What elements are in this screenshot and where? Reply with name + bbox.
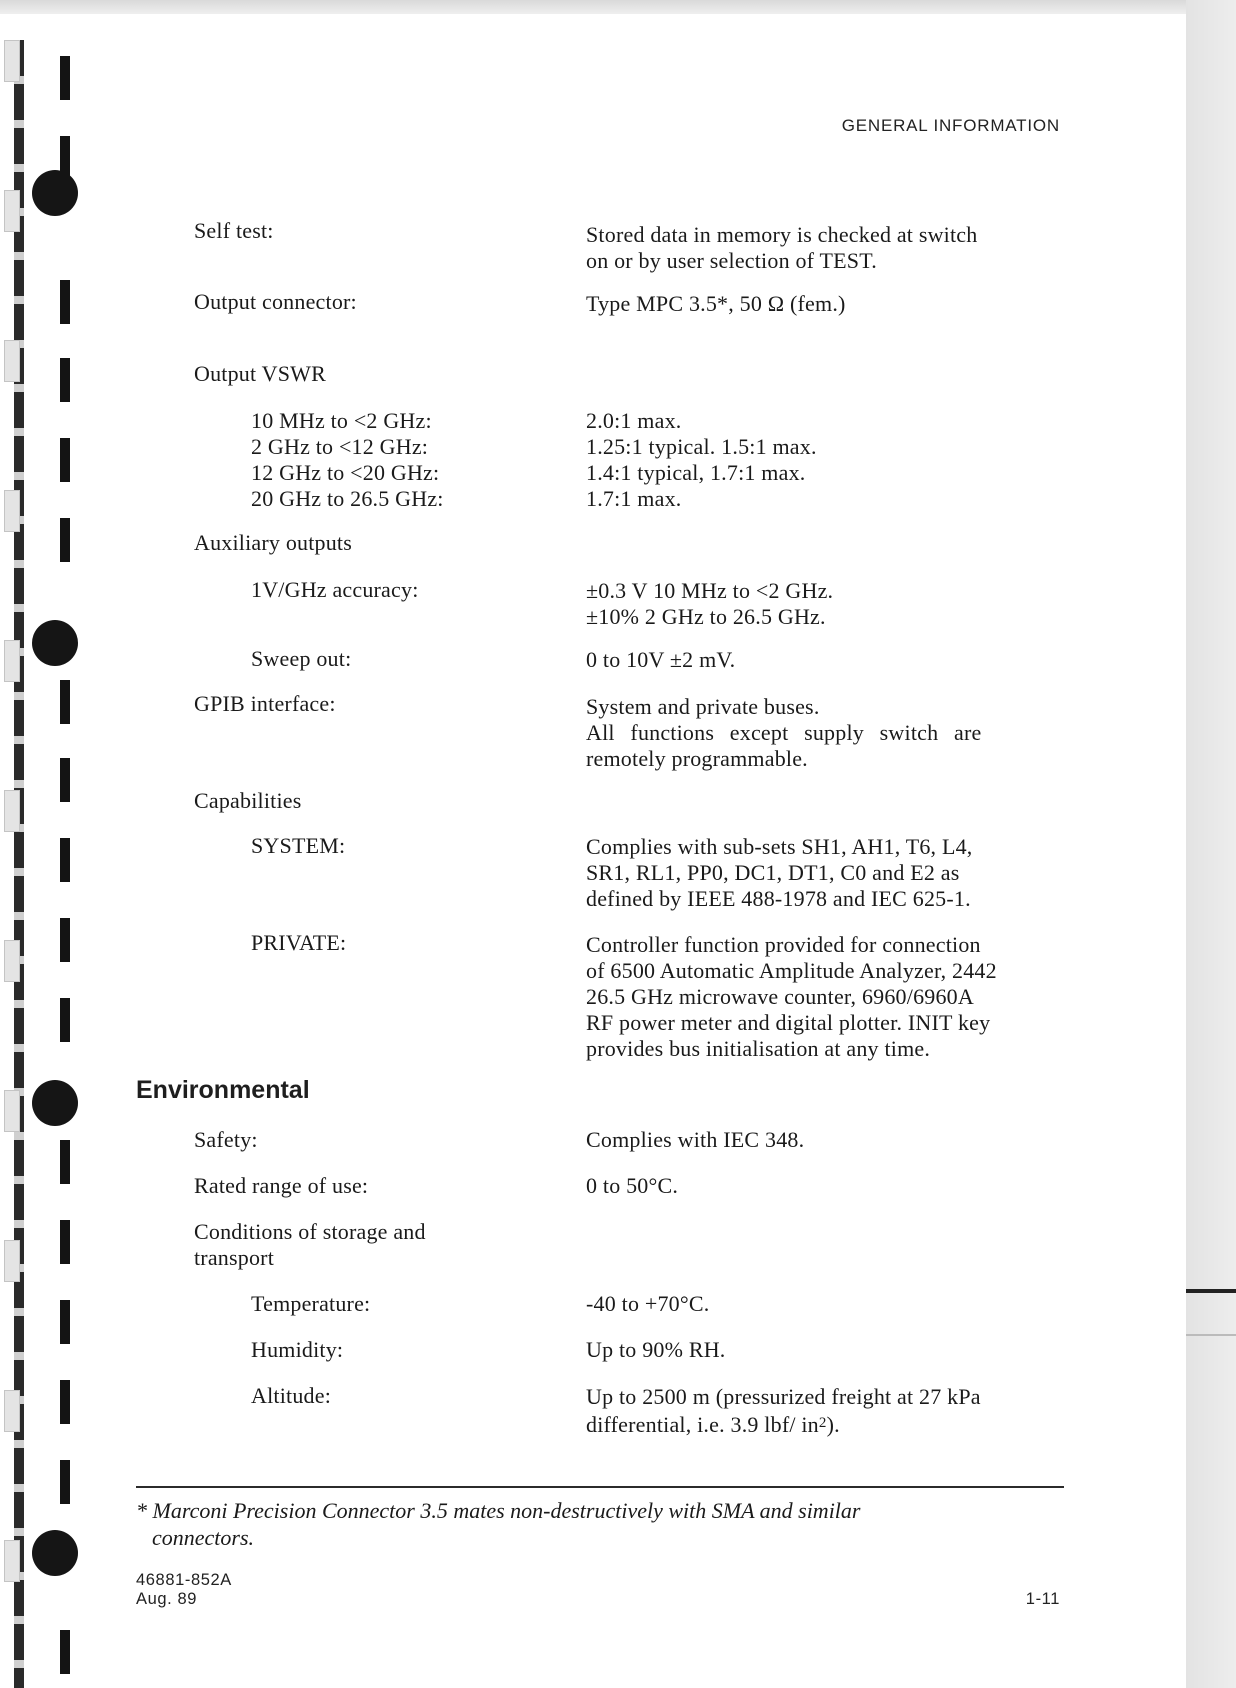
binding-tab: [4, 790, 20, 832]
spec-value-line: 1.25:1 typical. 1.5:1 max.: [586, 434, 817, 459]
spec-value-line: ±0.3 V 10 MHz to <2 GHz.: [586, 578, 834, 603]
doc-date: Aug. 89: [136, 1590, 198, 1608]
scan-top-edge: [0, 0, 1236, 14]
punch-hole: [60, 518, 70, 562]
punch-hole: [60, 438, 70, 482]
punch-hole: [60, 758, 70, 802]
spec-value-line: 26.5 GHz microwave counter, 6960/6960A: [586, 984, 974, 1009]
spec-value-line: Complies with sub-sets SH1, AH1, T6, L4,: [586, 834, 973, 859]
page-number: 1-11: [1025, 1590, 1060, 1608]
binding-tab: [4, 940, 20, 982]
binding-tab: [4, 1240, 20, 1282]
binding-ring: [32, 620, 78, 666]
punch-hole: [60, 1380, 70, 1424]
env-label-rated-range: Rated range of use:: [194, 1173, 369, 1198]
env-value-text: differential, i.e. 3.9 lbf/ in: [586, 1412, 819, 1437]
spec-label-output-connector: Output connector:: [194, 289, 357, 314]
punch-hole: [60, 136, 70, 180]
thumb-index-tab-edge: [1186, 1334, 1236, 1336]
spec-value-line: defined by IEEE 488-1978 and IEC 625-1.: [586, 886, 971, 911]
env-label-safety: Safety:: [194, 1127, 258, 1152]
spec-label-self-test: Self test:: [194, 218, 274, 243]
spec-value-line: SR1, RL1, PP0, DC1, DT1, C0 and E2 as: [586, 860, 960, 885]
punch-hole: [60, 1140, 70, 1184]
env-sublabel-humidity: Humidity:: [251, 1337, 344, 1362]
env-value-line: Up to 90% RH.: [586, 1337, 726, 1362]
spec-sublabel: 1V/GHz accuracy:: [251, 577, 419, 602]
footnote-line: connectors.: [152, 1525, 255, 1550]
footnote-line: * Marconi Precision Connector 3.5 mates non-destructively with SMA and similar: [136, 1498, 861, 1523]
spec-value-line: on or by user selection of TEST.: [586, 248, 877, 273]
env-value-line: Up to 2500 m (pressurized freight at 27 kPa: [586, 1384, 981, 1409]
punch-hole: [60, 1300, 70, 1344]
spec-value-line: remotely programmable.: [586, 746, 808, 771]
spec-group-capabilities: Capabilities: [194, 788, 302, 813]
spec-value-line: RF power meter and digital plotter. INIT key: [586, 1010, 991, 1035]
env-value-line: Complies with IEC 348.: [586, 1127, 805, 1152]
binding-tab: [4, 1090, 20, 1132]
spec-value-line: System and private buses.: [586, 694, 820, 719]
spec-sublabel: 10 MHz to <2 GHz:: [251, 408, 432, 433]
spec-value-line: Stored data in memory is checked at switch: [586, 222, 978, 247]
env-value-line: 0 to 50°C.: [586, 1173, 679, 1198]
thumb-index-tab: [1186, 1289, 1236, 1293]
env-value-line: -40 to +70°C.: [586, 1291, 710, 1316]
ring-binding: [0, 40, 36, 1688]
punch-hole: [60, 1460, 70, 1504]
binding-tab: [4, 1540, 20, 1582]
footnote-divider: [136, 1486, 1064, 1488]
section-title-environmental: Environmental: [136, 1076, 310, 1104]
punch-hole: [60, 358, 70, 402]
binding-tab: [4, 490, 20, 532]
env-sublabel-altitude: Altitude:: [251, 1383, 332, 1408]
punch-hole: [60, 838, 70, 882]
binding-tab: [4, 190, 20, 232]
spec-value-line: provides bus initialisation at any time.: [586, 1036, 931, 1061]
binding-ring: [32, 1530, 78, 1576]
spec-value-line: Controller function provided for connection: [586, 932, 981, 957]
spec-value-line: 1.7:1 max.: [586, 486, 682, 511]
spec-sublabel: 12 GHz to <20 GHz:: [251, 460, 440, 485]
spec-sublabel: PRIVATE:: [251, 930, 347, 955]
scan-right-edge: [1186, 0, 1236, 1688]
spec-sublabel: Sweep out:: [251, 646, 352, 671]
binding-tab: [4, 340, 20, 382]
superscript: 2: [818, 1415, 827, 1431]
punch-hole: [60, 998, 70, 1042]
spec-group-output-vswr: Output VSWR: [194, 361, 326, 386]
punch-hole: [60, 1630, 70, 1674]
env-value-text: ).: [826, 1412, 840, 1437]
spec-sublabel: 20 GHz to 26.5 GHz:: [251, 486, 444, 511]
spec-value-line: 1.4:1 typical, 1.7:1 max.: [586, 460, 806, 485]
doc-number: 46881-852A: [136, 1571, 232, 1589]
punch-hole: [60, 680, 70, 724]
footnote: [136, 1497, 1036, 1551]
spec-value-line: Type MPC 3.5*, 50 Ω (fem.): [586, 291, 846, 316]
punch-hole: [60, 918, 70, 962]
spec-value-line: All functions except supply switch are: [586, 720, 982, 745]
env-sublabel-temperature: Temperature:: [251, 1291, 371, 1316]
spec-value-line: ±10% 2 GHz to 26.5 GHz.: [586, 604, 826, 629]
binding-tab: [4, 1390, 20, 1432]
binding-tab: [4, 640, 20, 682]
spec-label-gpib-interface: GPIB interface:: [194, 691, 336, 716]
binding-ring: [32, 1080, 78, 1126]
document-footer: [136, 1571, 232, 1609]
punch-hole: [60, 1220, 70, 1264]
punch-hole: [60, 56, 70, 100]
spec-value-line: 2.0:1 max.: [586, 408, 682, 433]
env-value-line: [586, 1410, 840, 1438]
spec-sublabel: SYSTEM:: [251, 833, 346, 858]
section-header: GENERAL INFORMATION: [841, 116, 1060, 135]
spec-sublabel: 2 GHz to <12 GHz:: [251, 434, 429, 459]
binding-ring: [32, 170, 78, 216]
spec-value-line: 0 to 10V ±2 mV.: [586, 647, 736, 672]
spec-value-line: of 6500 Automatic Amplitude Analyzer, 2442: [586, 958, 997, 983]
binding-tab: [4, 40, 20, 82]
binding-spine: [14, 40, 24, 1688]
spec-group-auxiliary-outputs: Auxiliary outputs: [194, 530, 353, 555]
env-label-storage-conditions: Conditions of storage and: [194, 1219, 426, 1244]
punch-hole: [60, 280, 70, 324]
env-label-storage-conditions-line2: transport: [194, 1245, 275, 1270]
